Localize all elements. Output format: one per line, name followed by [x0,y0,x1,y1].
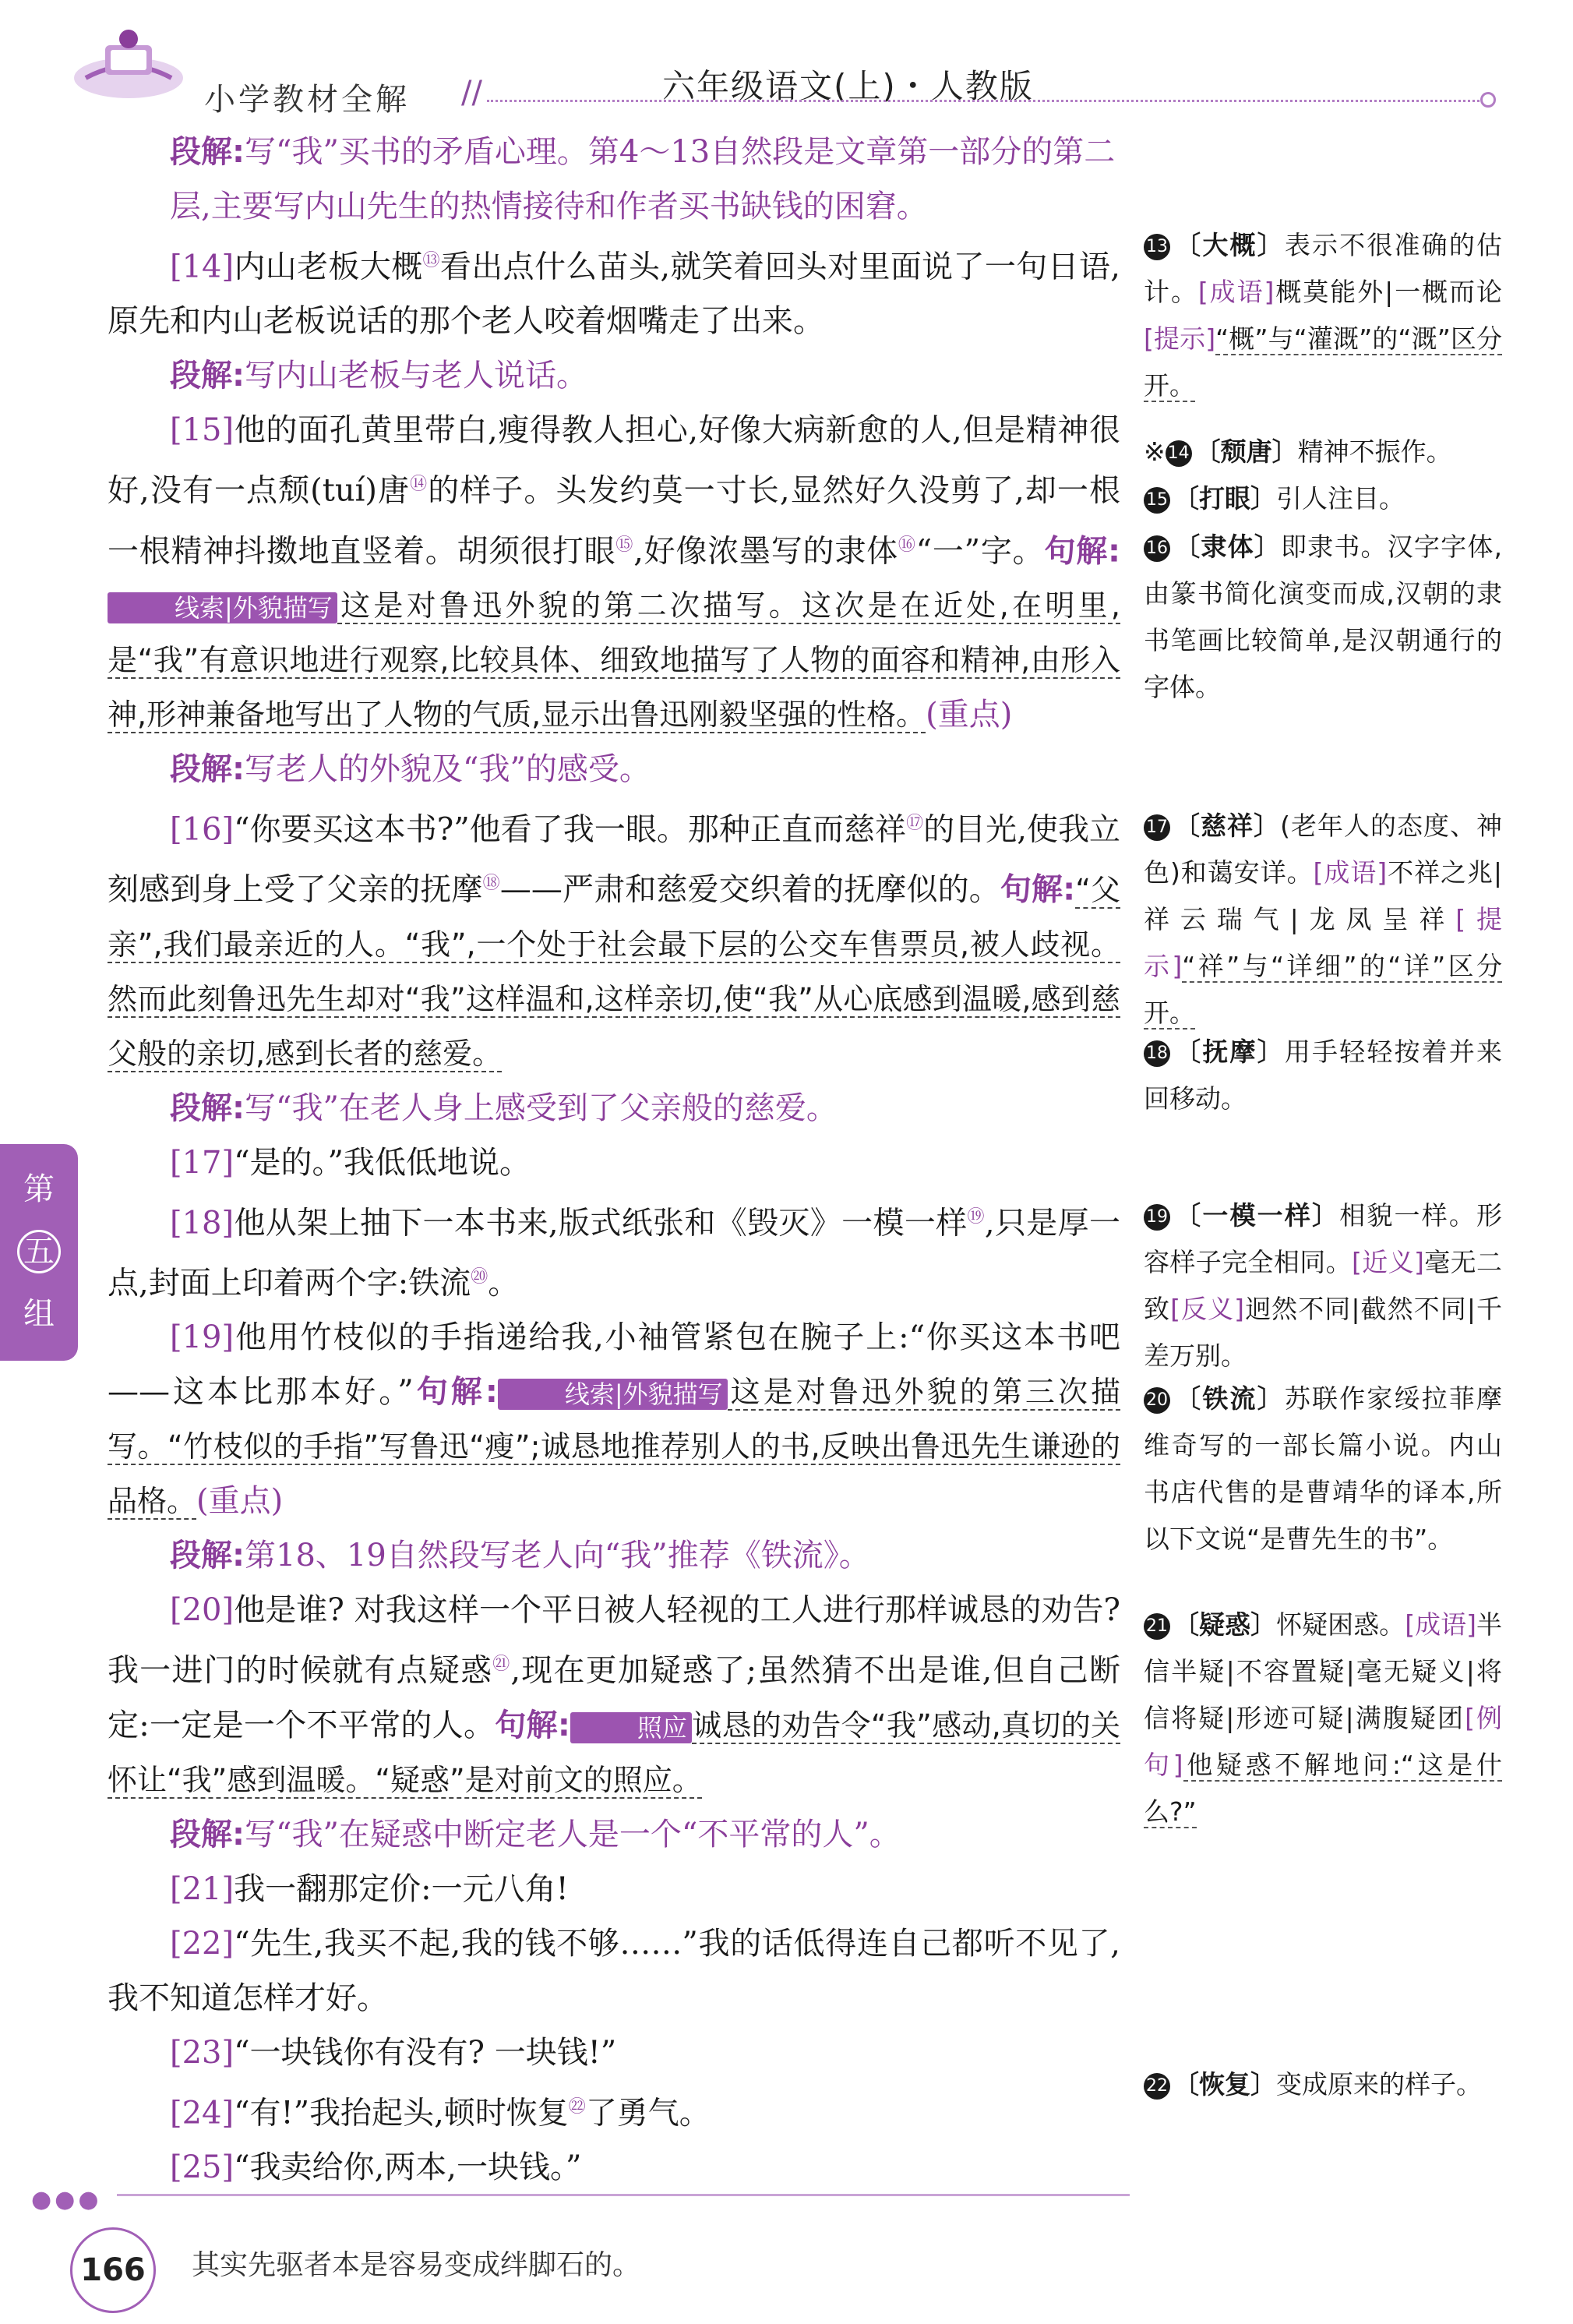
series-slash: // [461,75,482,111]
header-dot-icon [1480,92,1496,108]
paragraph-14: [14]内山老板大概⑬看出点什么苗头,就笑着回头对里面说了一句日语,原先和内山老板说话的那个老人咬着烟嘴走了出来。 [108,249,1120,340]
side-note-20: 20 〔铁流〕苏联作家绥拉菲摩维奇写的一部长篇小说。内山书店代售的是曹靖华的译本,所以下文说“是曹先生的书”。 [1144,1383,1503,1554]
unit-tab-label: 组 [23,1296,55,1332]
side-note-14: ※ 14 〔颓唐〕精神不振作。 [1144,436,1452,467]
duanjie: 段解:第18、19自然段写老人向“我”推荐《铁流》。 [170,1538,870,1574]
duanjie: 段解:写“我”在老人身上感受到了父亲般的慈爱。 [170,1090,838,1126]
header-rule [487,100,1488,102]
paragraph-25: [25]“我卖给你,两本,一块钱。” [170,2149,582,2185]
tag-label: 线索|外貌描写 [498,1379,728,1410]
side-note-16: 16 〔隶体〕即隶书。汉字字体,由篆书简化演变而成,汉朝的隶书笔画比较简单,是汉朝通行的字体。 [1144,532,1502,702]
footer-dots: ●●● [31,2186,102,2213]
paragraph-21: [21]我一翻那定价:一元八角! [170,1870,569,1907]
paragraph-24: [24]“有!”我抬起头,顿时恢复$^㉒$了勇气。 [170,2094,711,2131]
tag-label: 线索|外貌描写 [108,592,337,623]
unit-tab-label: 第 [23,1171,55,1207]
side-note-15: 15 〔打眼〕引人注目。 [1144,475,1502,522]
footer-rule [117,2194,1130,2196]
paragraph-22: [22]“先生,我买不起,我的钱不够……”我的话低得连自己都听不见了,我不知道怎样才好。 [108,1925,1120,2016]
unit-tab [0,1144,78,1361]
side-note-21: 21 〔疑惑〕怀疑困惑。[成语]半信半疑|不容置疑|毫无疑义|将信将疑|形迹可疑|满腹疑团[例句]他疑惑不解地问:“这是什么?” [1144,1609,1503,1827]
duanjie: 段解:写老人的外貌及“我”的感受。 [170,751,651,787]
paragraph-18: [18]他从架上抽下一本书来,版式纸张和《毁灭》一模一样⑲,只是厚一点,封面上印着两个字:铁流⑳。 [108,1204,1120,1302]
side-note-22: 22 〔恢复〕变成原来的样子。 [1144,2061,1502,2108]
side-note-19: 19 〔一模一样〕相貌一样。形容样子完全相同。[近义]毫无二致[反义]迥然不同|截然不同|千差万别。 [1144,1200,1503,1371]
paragraph-16: [16]“你要买这本书?”他看了我一眼。那种正直而慈祥⑰的目光,使我立刻感到身上受了父亲的抚摩⑱——严肃和慈爱交织着的抚摩似的。句解:“父亲”,我们最亲近的人。“我”,一个处于社会最下层的公交车售票员,被人歧视。然而此刻鲁迅先生却对“我”这样温和,这样亲切,使“我”从心底感到温暖,感到慈父般的亲切,感到长者的慈爱。 [108,811,1121,1071]
tag-label: 照应 [570,1712,692,1743]
footer-quote: 其实先驱者本是容易变成绊脚石的。 [192,2249,641,2281]
paragraph-19: [19]他用竹枝似的手指递给我,小袖管紧包在腕子上:“你买这本书吧——这本比那本好。”句解: 线索|外貌描写 这是对鲁迅外貌的第三次描写。“竹枝似的手指”写鲁迅“瘦”;诚恳地推荐别人的书,反映出鲁迅先生谦逊的品格。(重点) [108,1319,1120,1520]
side-note-13: 13 〔大概〕表示不很准确的估计。[成语]概莫能外|一概而论[提示]“概”与“灌溉”的“溉”区分开。 [1144,230,1503,401]
duanjie: 段解:写“我”买书的矛盾心理。第4～13自然段是文章第一部分的第二层,主要写内山先生的热情接待和作者买书缺钱的困窘。 [170,134,1116,224]
book-title: 六年级语文(上)・人教版 [662,67,1034,105]
side-note-18: 18 〔抚摩〕用手轻轻按着并来回移动。 [1144,1037,1503,1114]
book-logo-icon [70,23,187,101]
paragraph-20: [20]他是谁? 对我这样一个平日被人轻视的工人进行那样诚恳的劝告? 我一进门的时候就有点疑惑$^㉑$,现在更加疑惑了;虽然猜不出是谁,但自己断定:一定是一个不平常的人。句解: 照应 诚恳的劝告令“我”感动,真切的关怀让“我”感到温暖。“疑惑”是对前文的照应。 [108,1592,1120,1797]
page-header [0,0,1573,117]
paragraph-23: [23]“一块钱你有没有? 一块钱!” [170,2034,617,2071]
paragraph-15: [15]他的面孔黄里带白,瘦得教人担心,好像大病新愈的人,但是精神很好,没有一点颓(tuí)唐⑭的样子。头发约莫一寸长,显然好久没剪了,却一根一根精神抖擞地直竖着。胡须很打眼⑮,好像浓墨写的隶体⑯“一”字。句解:线索|外貌描写 这是对鲁迅外貌的第二次描写。这次是在近处,在明里,是“我”有意识地进行观察,比较具体、细致地描写了人物的面容和精神,由形入神,形神兼备地写出了人物的气质,显示出鲁迅刚毅坚强的性格。(重点) [108,412,1120,733]
paragraph-17: [17]“是的。”我低低地说。 [170,1144,531,1181]
duanjie: 段解:写“我”在疑惑中断定老人是一个“不平常的人”。 [170,1816,901,1852]
series-title: 小学教材全解 [204,82,410,118]
page-number: 166 [70,2227,156,2313]
side-note-17: 17 〔慈祥〕(老年人的态度、神色)和蔼安详。[成语]不祥之兆|祥云瑞气|龙凤呈祥[提示]“祥”与“详细”的“详”区分开。 [1144,811,1503,1028]
main-text [108,125,1120,2195]
unit-tab-number: 五 [17,1230,61,1273]
duanjie: 段解:写内山老板与老人说话。 [170,358,587,394]
